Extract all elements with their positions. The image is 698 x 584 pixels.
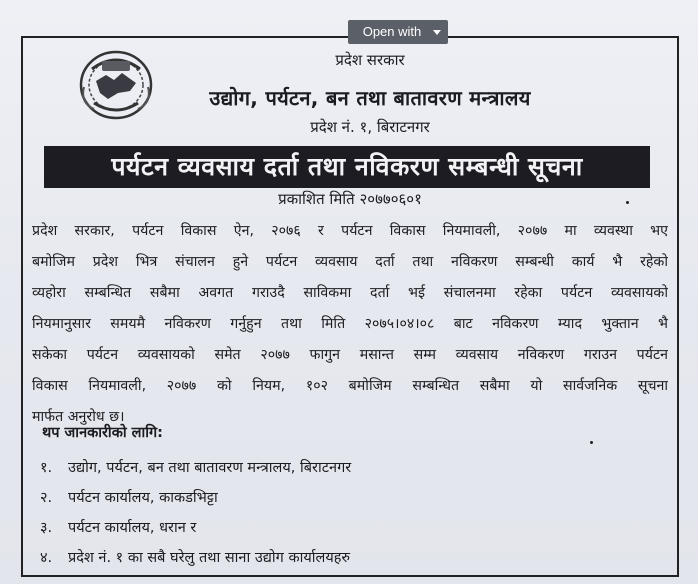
contact-item [40, 517, 196, 537]
ministry-address: प्रदेश नं. १, बिराटनगर [310, 118, 430, 136]
contact-item [40, 547, 350, 567]
contact-item [40, 487, 218, 507]
provincial-government-label: प्रदेश सरकार [335, 51, 405, 69]
contact-number: ४. [40, 550, 53, 566]
contact-text: उद्योग, पर्यटन, बन तथा बातावरण मन्त्रालय, बिराटनगर [68, 460, 352, 476]
contact-text: प्रदेश नं. १ का सबै घरेलु तथा साना उद्योग कार्यालयहरु [68, 550, 351, 566]
contact-number: २. [40, 490, 53, 506]
speck-mark [590, 441, 593, 444]
ministry-name: उद्योग, पर्यटन, बन तथा बातावरण मन्त्रालय [209, 86, 531, 110]
body-line: नियमानुसार समयमै नविकरण गर्नुहुन तथा मिति २०७५।०४।०८ बाट नविकरण म्याद भुक्तान भै [32, 316, 668, 332]
open-with-label: Open with [362, 24, 422, 39]
body-line: बमोजिम प्रदेश भित्र संचालन हुने पर्यटन व्यवसाय दर्ता तथा नविकरण सम्बन्धी कार्य भै रहेको [32, 254, 668, 270]
published-date: प्रकाशित मिति २०७७०६०१ [278, 190, 422, 208]
notice-title: पर्यटन व्यवसाय दर्ता तथा नविकरण सम्बन्धी सूचना [44, 146, 650, 188]
chevron-down-icon [433, 30, 441, 35]
body-line: मार्फत अनुरोध छ। [32, 409, 125, 425]
body-line: प्रदेश सरकार, पर्यटन विकास ऐन, २०७६ र पर्यटन विकास नियमावली, २०७७ मा व्यवस्था भए [32, 223, 668, 239]
nepal-government-emblem-icon [78, 47, 154, 121]
contact-number: १. [40, 460, 53, 476]
body-line: सकेका पर्यटन व्यवसायको समेत २०७७ फागुन मसान्त सम्म व्यवसाय नविकरण गराउन पर्यटन [32, 347, 668, 363]
contact-text: पर्यटन कार्यालय, धरान र [68, 520, 197, 536]
contact-item [40, 457, 351, 477]
body-line: विकास नियमावली, २०७७ को नियम, १०२ बमोजिम सम्बन्धित सबैमा यो सार्वजनिक सूचना [32, 378, 668, 394]
more-info-heading: थप जानकारीको लागि: [42, 425, 163, 441]
contact-number: ३. [40, 520, 53, 536]
contact-text: पर्यटन कार्यालय, काकडभिट्टा [68, 490, 218, 506]
speck-mark [626, 201, 629, 204]
open-with-button[interactable] [348, 20, 448, 44]
notice-body [32, 216, 668, 433]
body-line: व्यहोरा सम्बन्धित सबैमा अवगत गराउदै साविकमा दर्ता भई संचालनमा रहेका पर्यटन व्यवसायको [32, 285, 668, 301]
